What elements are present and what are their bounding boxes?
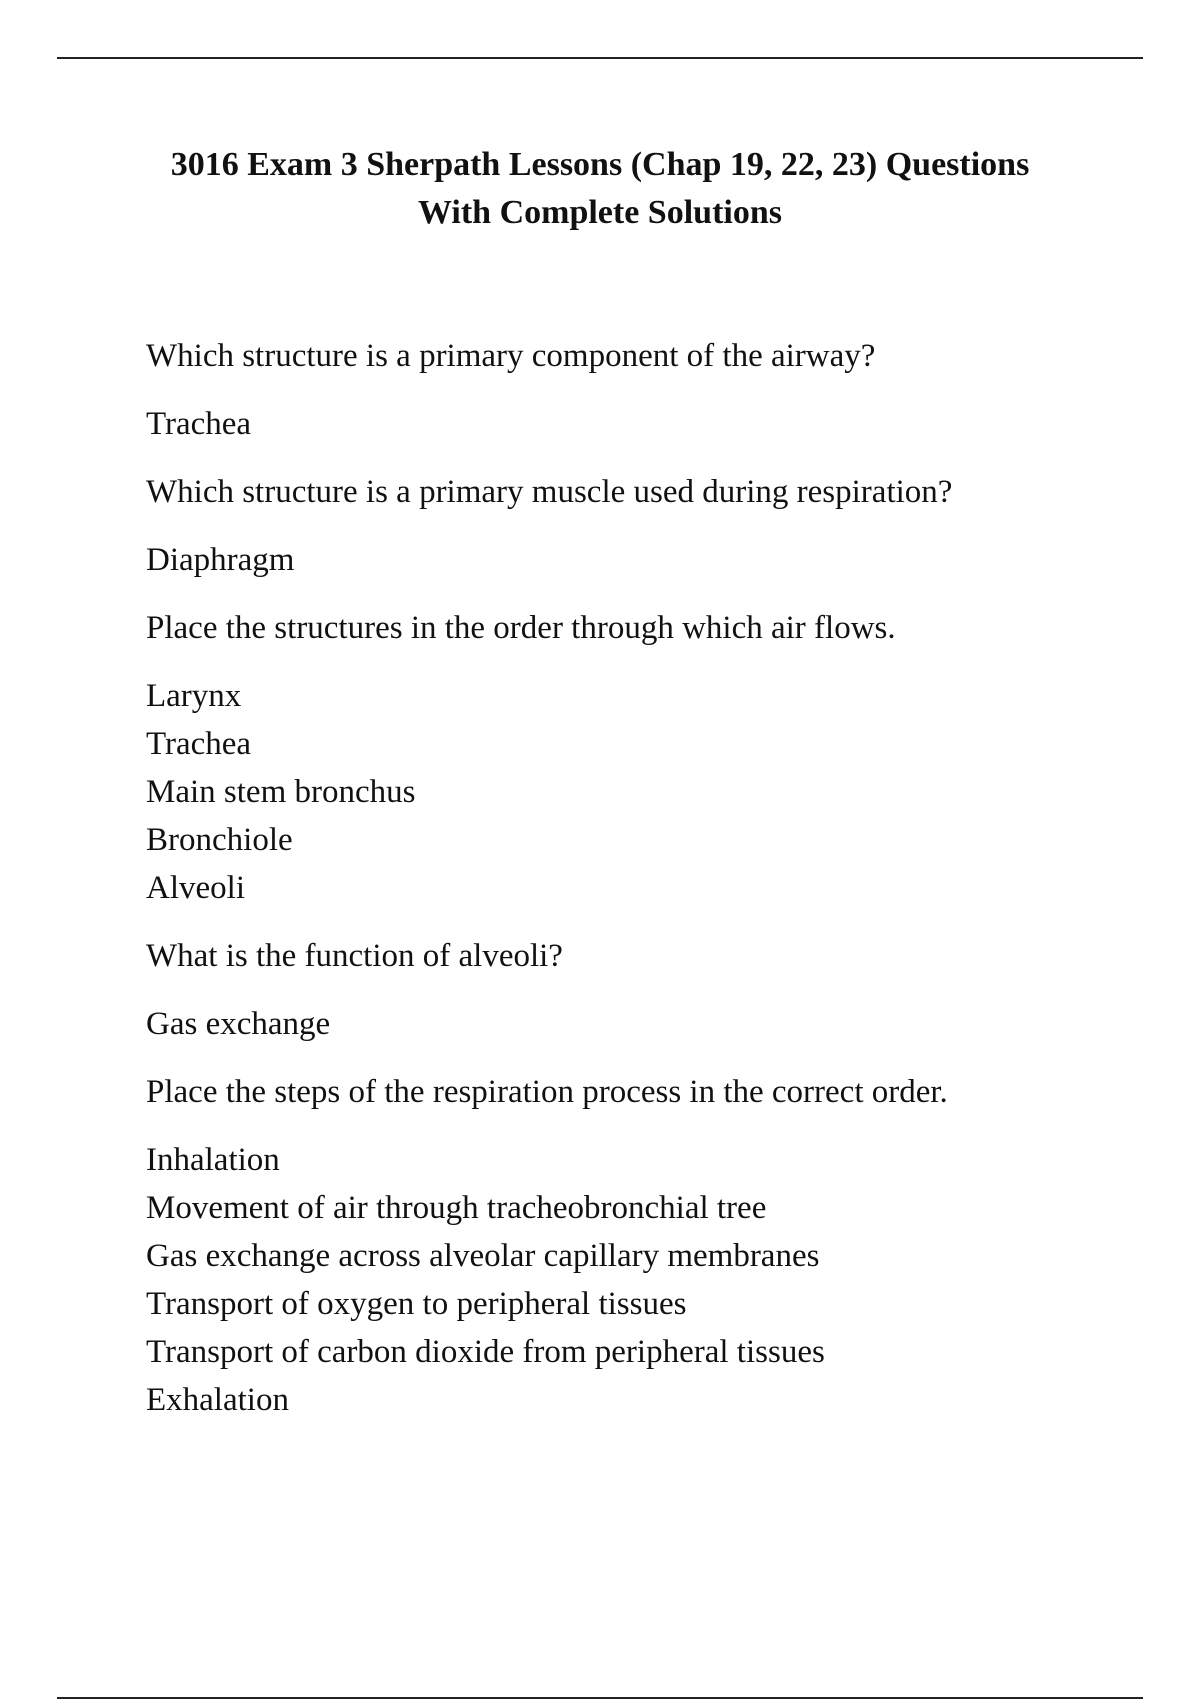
answer-4: Gas exchange (146, 1006, 331, 1042)
question-4: What is the function of alveoli? (146, 938, 563, 974)
question-5: Place the steps of the respiration process in the correct order. (146, 1074, 948, 1110)
answer-3-line: Bronchiole (146, 822, 293, 858)
answer-5-line: Exhalation (146, 1382, 289, 1418)
answer-3 (146, 672, 1146, 912)
question-1: Which structure is a primary component of the airway? (146, 338, 876, 374)
answer-5-line: Inhalation (146, 1142, 280, 1178)
document-title (120, 141, 1080, 237)
question-3: Place the structures in the order through which air flows. (146, 610, 896, 646)
answer-5-line: Movement of air through tracheobronchial tree (146, 1190, 767, 1226)
question-2: Which structure is a primary muscle used during respiration? (146, 474, 953, 510)
answer-3-line: Trachea (146, 726, 252, 762)
answer-5-line: Transport of carbon dioxide from peripheral tissues (146, 1334, 825, 1370)
answer-5-line: Gas exchange across alveolar capillary membranes (146, 1238, 820, 1274)
answer-3-line: Larynx (146, 678, 242, 714)
answer-5-line: Transport of oxygen to peripheral tissues (146, 1286, 687, 1322)
answer-3-line: Alveoli (146, 870, 245, 906)
answer-1: Trachea (146, 406, 252, 442)
title-line-1: 3016 Exam 3 Sherpath Lessons (Chap 19, 22, 23) Questions (170, 146, 1030, 183)
answer-3-line: Main stem bronchus (146, 774, 416, 810)
bottom-rule (57, 1697, 1143, 1699)
answer-5 (146, 1136, 1146, 1424)
title-line-2: With Complete Solutions (418, 194, 782, 231)
top-rule (57, 57, 1143, 59)
answer-2: Diaphragm (146, 542, 295, 578)
document-body (146, 332, 1146, 1444)
